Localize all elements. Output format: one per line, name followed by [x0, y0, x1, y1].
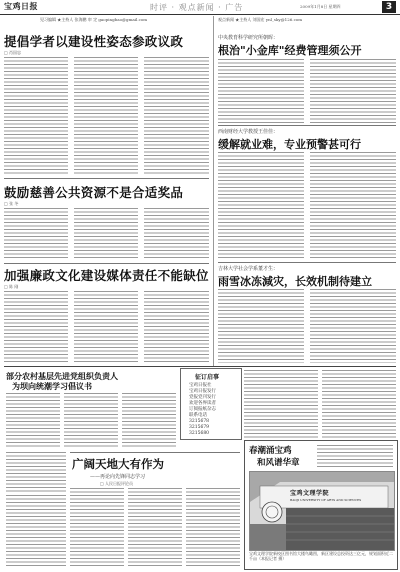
- article-body-anticorruption: [4, 291, 209, 363]
- building-photo: [249, 471, 395, 551]
- section-rule: [218, 125, 396, 126]
- building-sign-en: BAOJI UNIVERSITY OF ARTS AND SCIENCES: [290, 498, 362, 502]
- feature-byline: □ 人民日报评论员: [100, 481, 134, 486]
- notice-line: 3215678: [189, 419, 210, 424]
- notice-line: 3215680: [189, 431, 210, 436]
- article-headline-charity: 鼓励慈善公共资源不是合适奖品: [4, 185, 184, 200]
- feature-headline: 广阔天地大有作为: [72, 457, 164, 471]
- proposal-headline-line1: 部分农村基层先进党组织负责人: [6, 371, 118, 381]
- proposal-body-tail: [6, 495, 66, 568]
- article-headline-funds: 根治"小金库"经费管理须公开: [218, 44, 362, 57]
- notice-lines: [189, 383, 216, 437]
- notice-line: 宝鸡日报社: [189, 383, 212, 388]
- editor-line-left: 见习编辑 ★主持人 张海鹏 审 定 gaopingbao@gmail.com: [40, 17, 148, 22]
- article-headline-scholars: 提倡学者以建设性姿态参政议政: [4, 34, 184, 49]
- article-kicker: 中央教育科学研究所朝晖：: [218, 35, 279, 41]
- section-rule: [4, 263, 209, 264]
- article-byline: □ 陈 刚: [4, 284, 19, 289]
- ad-headline-line2: 和风谱华章: [257, 458, 300, 468]
- notice-line: 联系电话: [189, 413, 207, 418]
- article-body-employment: [218, 152, 396, 260]
- article-body-scholars: [4, 57, 209, 175]
- section-rule: [218, 262, 396, 263]
- article-body-charity: [4, 208, 209, 260]
- article-headline-employment: 缓解就业难，专业预警甚可行: [218, 138, 361, 151]
- section-rule: [70, 452, 240, 453]
- feature-body: [70, 488, 240, 568]
- proposal-headline-line2: 为坝向统潮学习倡议书: [12, 381, 92, 391]
- proposal-body-continued: [6, 452, 66, 492]
- notice-line: 欢迎各界读者: [189, 401, 216, 406]
- building-illustration: [250, 472, 394, 550]
- article-headline-disaster: 雨雪冰冻減灾，长效机制待建立: [218, 275, 372, 288]
- ad-block: [244, 440, 398, 570]
- notice-title: 征订启事: [195, 374, 220, 381]
- page-number: 3: [382, 1, 396, 13]
- section-rule: [4, 366, 396, 367]
- ad-headline-line1: 春潮涌宝鸡: [249, 446, 292, 456]
- article-body-disaster: [218, 289, 396, 363]
- notice-line: 党报党刊发行: [189, 395, 216, 400]
- ad-intro-text: [317, 445, 393, 469]
- masthead: 宝鸡日报: [4, 1, 38, 11]
- proposal-body: [6, 393, 176, 449]
- photo-caption: 宝鸡文理学院新校区图书馆大楼鸟瞰图，新区建设总投资达三亿元，规划面积近二千亩（本报记者 摄）: [249, 551, 393, 561]
- article-kicker: 吉林大学社会学系董才生：: [218, 266, 279, 272]
- section-title: 时评 · 观点新闻 · 广告: [150, 3, 244, 12]
- section-rule: [4, 178, 209, 179]
- article-kicker: 西南财经大学教授王佳佳：: [218, 129, 279, 135]
- article-body-funds: [218, 59, 396, 123]
- article-body-right-bottom: [244, 370, 396, 438]
- notice-line: 3215679: [189, 425, 210, 430]
- article-byline: □ 肖国忠: [4, 50, 22, 55]
- issue-date: 2009年1月8日 星期四: [300, 4, 341, 9]
- article-byline: □ 张 冬: [4, 201, 19, 206]
- column-divider: [213, 16, 214, 366]
- editor-line-right: 观点新闻 ★主持人 刘国宏 ynl_sky@126.com: [218, 17, 303, 22]
- notice-box: [180, 368, 242, 440]
- building-sign: 宝鸡文理学院: [290, 490, 330, 497]
- feature-subhead: ——再论向先锋同志学习: [90, 474, 146, 480]
- notice-line: 订阅报纸杂志: [189, 407, 216, 412]
- article-headline-anticorruption: 加强廉政文化建设媒体责任不能缺位: [4, 268, 209, 283]
- notice-line: 宝鸡日报发行: [189, 389, 216, 394]
